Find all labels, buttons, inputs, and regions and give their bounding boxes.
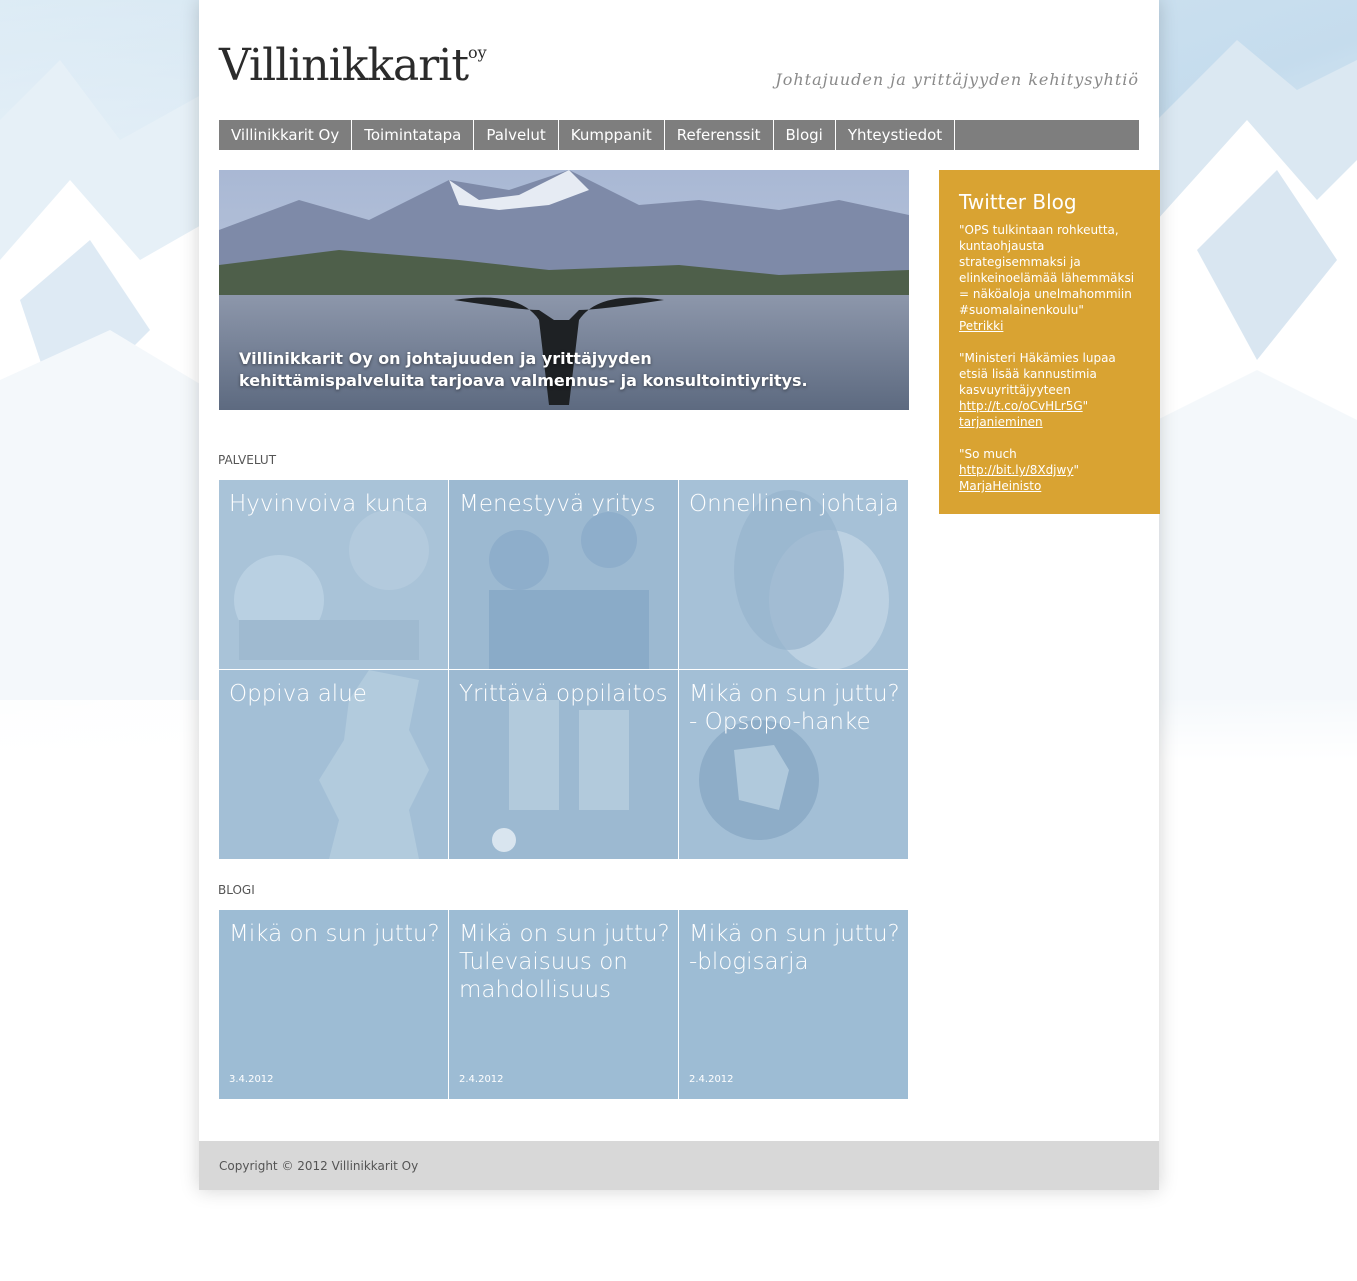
blog-post-date: 2.4.2012 (459, 1074, 504, 1085)
blog-post-date: 2.4.2012 (689, 1074, 734, 1085)
logo-text: Villinikkarit (219, 40, 469, 91)
tile-title: Yrittävä oppilaitos (459, 681, 668, 707)
service-tile-onnellinen-johtaja[interactable] (679, 480, 908, 669)
nav-item-toimintatapa[interactable]: Toimintatapa (352, 120, 474, 150)
services-label: PALVELUT (218, 453, 277, 467)
service-tile-oppiva-alue[interactable] (219, 670, 448, 859)
background-mountains-left (0, 0, 210, 700)
blog-post-title: Mikä on sun juttu? (229, 921, 440, 947)
twitter-title: Twitter Blog (959, 190, 1077, 214)
hero-banner (219, 170, 909, 410)
nav-item-blogi[interactable]: Blogi (774, 120, 836, 150)
service-tile-opsopo-hanke[interactable] (679, 670, 908, 859)
main-nav (219, 120, 1139, 150)
tweet-item (959, 350, 1140, 430)
tweet-link-suffix: " (1073, 463, 1079, 477)
blog-post-date: 3.4.2012 (229, 1074, 274, 1085)
nav-item-kumppanit[interactable]: Kumppanit (559, 120, 665, 150)
service-tile-menestyva-yritys[interactable] (449, 480, 678, 669)
blog-post-tile[interactable] (679, 910, 908, 1099)
tile-title: Hyvinvoiva kunta (229, 491, 429, 517)
tweet-text: "Ministeri Häkämies lupaa etsiä lisää kannustimia kasvuyrittäjyyteen (959, 351, 1116, 397)
tweet-author-link[interactable]: Petrikki (959, 319, 1004, 333)
background-mountains-right (1157, 0, 1357, 700)
tile-title: Mikä on sun juttu? - Opsopo-hanke (689, 681, 900, 735)
blog-post-title: Mikä on sun juttu? Tulevaisuus on mahdollisuus (459, 921, 670, 1003)
logo-suffix: oy (468, 43, 487, 62)
twitter-sidebar (939, 170, 1160, 514)
tweet-author-link[interactable]: MarjaHeinisto (959, 479, 1042, 493)
tweet-link[interactable]: http://t.co/oCvHLr5G (959, 399, 1083, 413)
tile-title: Oppiva alue (229, 681, 367, 707)
blog-post-tile[interactable] (219, 910, 448, 1099)
hero-caption: Villinikkarit Oy on johtajuuden ja yrittäjyyden kehittämispalveluita tarjoava valmennus- ja konsultointiyritys. (239, 349, 808, 390)
tweet-item (959, 446, 1140, 494)
site-logo[interactable] (219, 40, 487, 91)
site-tagline: Johtajuuden ja yrittäjyyden kehitysyhtiö (775, 70, 1139, 89)
page-container (199, 0, 1159, 1190)
blog-post-title: Mikä on sun juttu? -blogisarja (689, 921, 900, 975)
tile-title: Menestyvä yritys (459, 491, 656, 517)
tweet-item (959, 222, 1140, 334)
tweet-author-link[interactable]: tarjanieminen (959, 415, 1043, 429)
nav-item-palvelut[interactable]: Palvelut (474, 120, 558, 150)
tweet-link-suffix: " (1082, 399, 1089, 413)
footer (199, 1141, 1159, 1190)
blog-label: BLOGI (218, 883, 255, 897)
tile-title: Onnellinen johtaja (689, 491, 899, 517)
service-tile-hyvinvoiva-kunta[interactable] (219, 480, 448, 669)
nav-item-villinikkarit-oy[interactable]: Villinikkarit Oy (219, 120, 352, 150)
blog-post-tile[interactable] (449, 910, 678, 1099)
service-tile-yrittava-oppilaitos[interactable] (449, 670, 678, 859)
footer-copyright: Copyright © 2012 Villinikkarit Oy (219, 1159, 419, 1173)
tweet-text: "OPS tulkintaan rohkeutta, kuntaohjausta strategisemmaksi ja elinkeinoelämää lähemmäksi = näköaloja unelmahommiin #suomalainenkoulu" (959, 223, 1135, 317)
nav-item-yhteystiedot[interactable]: Yhteystiedot (836, 120, 955, 150)
blog-grid (219, 910, 909, 1099)
nav-item-referenssit[interactable]: Referenssit (665, 120, 774, 150)
tweet-link[interactable]: http://bit.ly/8Xdjwy (959, 463, 1074, 477)
tweet-text: "So much (959, 447, 1017, 461)
services-grid (219, 480, 909, 859)
